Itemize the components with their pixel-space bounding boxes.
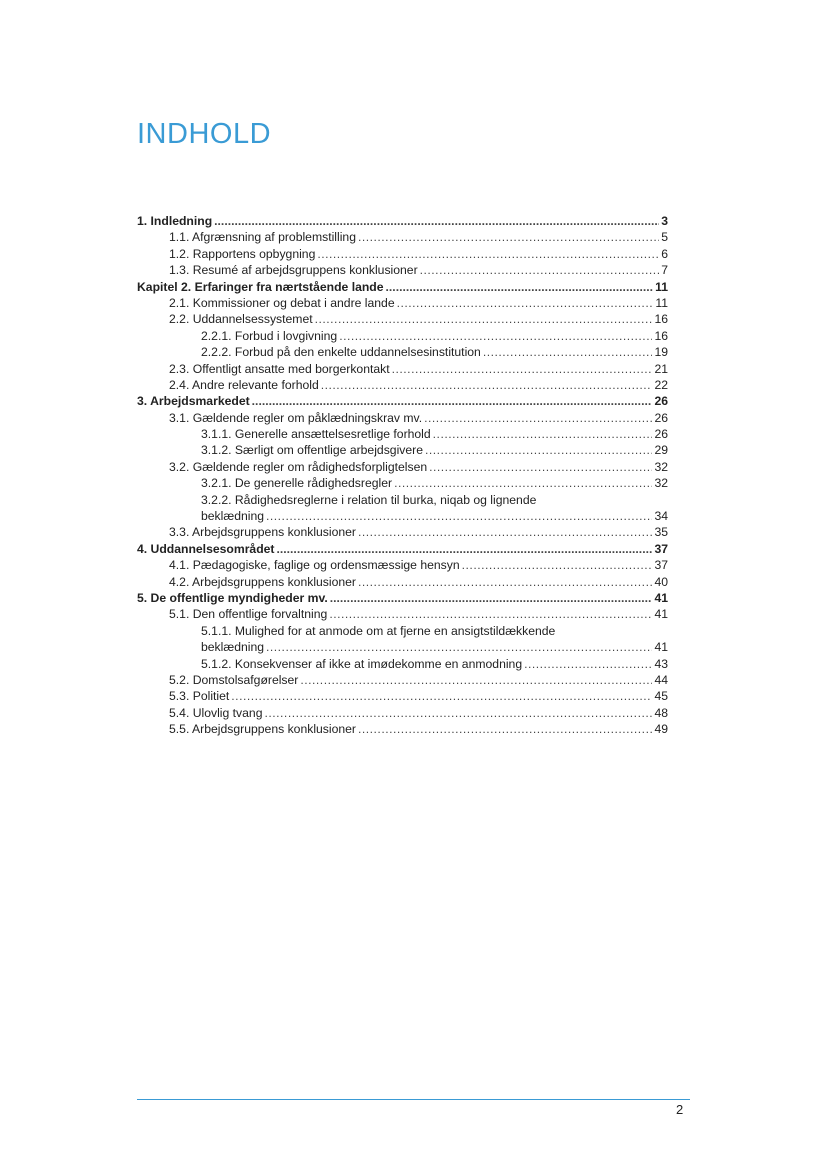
toc-entry-label: 4. Uddannelsesområdet [137, 541, 275, 556]
toc-entry-label: 3.2. Gældende regler om rådighedsforpligtelsen [169, 459, 428, 474]
toc-entry-label: 4.2. Arbejdsgruppens konklusioner [169, 574, 356, 589]
toc-entry-page-number: 16 [654, 328, 668, 343]
toc-leader-dots [330, 590, 653, 606]
toc-entry-page-number: 41 [654, 590, 668, 605]
toc-entry[interactable] [137, 656, 668, 672]
toc-entry-page-number: 22 [654, 377, 668, 392]
toc-leader-dots [358, 574, 652, 590]
toc-entry[interactable] [137, 279, 668, 295]
toc-entry[interactable] [137, 574, 668, 590]
toc-leader-dots [321, 377, 653, 393]
toc-entry-page-number: 7 [661, 263, 668, 278]
toc-leader-dots [433, 426, 653, 442]
toc-entry-label: 3.3. Arbejdsgruppens konklusioner [169, 525, 356, 540]
toc-entry-page-number: 19 [654, 345, 668, 360]
toc-leader-dots [214, 213, 659, 229]
footer-divider [137, 1099, 690, 1100]
toc-entry-label: 2.2.2. Forbud på den enkelte uddannelsesinstitution [201, 345, 481, 360]
toc-entry-page-number: 41 [654, 607, 668, 622]
toc-entry-page-number: 26 [654, 394, 668, 409]
toc-entry-page-number: 26 [654, 427, 668, 442]
toc-entry[interactable] [137, 377, 668, 393]
toc-entry-page-number: 41 [654, 640, 668, 655]
toc-leader-dots [392, 361, 653, 377]
toc-leader-dots [265, 705, 653, 721]
toc-entry[interactable] [137, 639, 668, 655]
table-of-contents [137, 213, 668, 738]
toc-entry-label: 1.3. Resumé af arbejdsgruppens konklusioner [169, 263, 418, 278]
toc-entry-label: 3.2.1. De generelle rådighedsregler [201, 476, 393, 491]
toc-entry-page-number: 45 [654, 689, 668, 704]
toc-entry-label: 1.1. Afgrænsning af problemstilling [169, 230, 356, 245]
toc-entry[interactable] [137, 328, 668, 344]
toc-leader-dots [425, 442, 652, 458]
toc-entry[interactable] [137, 393, 668, 409]
toc-entry[interactable] [137, 459, 668, 475]
toc-entry-label: 5.3. Politiet [169, 689, 230, 704]
toc-entry[interactable] [137, 295, 668, 311]
toc-leader-dots [420, 262, 660, 278]
toc-entry-label: 3. Arbejdsmarkedet [137, 394, 250, 409]
toc-leader-dots [231, 688, 652, 704]
toc-entry-label: 1. Indledning [137, 214, 213, 228]
toc-entry[interactable] [137, 410, 668, 426]
toc-leader-dots [329, 606, 652, 622]
toc-leader-dots [317, 246, 659, 262]
toc-leader-dots [252, 393, 653, 409]
toc-entry-page-number: 3 [661, 214, 668, 228]
toc-entry-label: 3.1. Gældende regler om påklædningskrav mv. [169, 410, 423, 425]
toc-entry-label: 4.1. Pædagogiske, faglige og ordensmæssige hensyn [169, 558, 460, 573]
toc-entry-first-line: 3.2.2. Rådighedsreglerne i relation til burka, niqab og lignende [201, 492, 537, 507]
toc-entry-page-number: 48 [654, 705, 668, 720]
toc-entry-label: 5. De offentlige myndigheder mv. [137, 590, 328, 605]
toc-entry-page-number: 37 [654, 541, 668, 556]
toc-entry-label: 2.2.1. Forbud i lovgivning [201, 328, 338, 343]
toc-entry-page-number: 26 [654, 410, 668, 425]
toc-entry[interactable] [137, 426, 668, 442]
toc-entry-label: 2.2. Uddannelsessystemet [169, 312, 313, 327]
toc-entry-label: 2.3. Offentligt ansatte med borgerkontakt [169, 361, 390, 376]
toc-entry[interactable] [137, 311, 668, 327]
toc-entry[interactable] [137, 361, 668, 377]
toc-entry[interactable] [137, 590, 668, 606]
toc-entry-label: 5.5. Arbejdsgruppens konklusioner [169, 722, 356, 737]
toc-entry-label: 2.4. Andre relevante forhold [169, 377, 319, 392]
toc-entry-label: 5.1. Den offentlige forvaltning [169, 607, 328, 622]
toc-entry[interactable] [137, 557, 668, 573]
toc-leader-dots [483, 344, 653, 360]
toc-entry-page-number: 44 [654, 672, 668, 687]
toc-entry-label: 3.1.2. Særligt om offentlige arbejdsgivere [201, 443, 423, 458]
toc-entry[interactable] [137, 246, 668, 262]
toc-entry-page-number: 32 [654, 459, 668, 474]
toc-leader-dots [462, 557, 653, 573]
toc-leader-dots [358, 524, 652, 540]
toc-entry-label: 5.1.2. Konsekvenser af ikke at imødekomme en anmodning [201, 656, 523, 671]
toc-entry-label: 1.2. Rapportens opbygning [169, 246, 316, 261]
toc-entry-label: 2.1. Kommissioner og debat i andre lande [169, 295, 395, 310]
toc-entry[interactable] [137, 442, 668, 458]
toc-entry-label: 5.4. Ulovlig tvang [169, 705, 263, 720]
toc-leader-dots [386, 279, 654, 295]
toc-leader-dots [358, 229, 659, 245]
toc-leader-dots [266, 639, 652, 655]
toc-entry[interactable] [137, 508, 668, 524]
toc-leader-dots [339, 328, 652, 344]
toc-entry[interactable] [137, 524, 668, 540]
toc-entry[interactable] [137, 229, 668, 245]
toc-entry[interactable] [137, 475, 668, 491]
page-number: 2 [676, 1102, 684, 1117]
toc-entry-page-number: 29 [654, 443, 668, 458]
toc-entry[interactable] [137, 705, 668, 721]
toc-entry-page-number: 37 [654, 558, 668, 573]
toc-entry[interactable] [137, 213, 668, 229]
toc-entry[interactable] [137, 672, 668, 688]
toc-leader-dots [358, 721, 652, 737]
toc-entry-label: Kapitel 2. Erfaringer fra nærtstående lande [137, 279, 384, 294]
toc-leader-dots [429, 459, 652, 475]
toc-leader-dots [300, 672, 652, 688]
toc-entry-page-number: 16 [654, 312, 668, 327]
toc-entry[interactable] [137, 344, 668, 360]
toc-entry-page-number: 49 [654, 722, 668, 737]
toc-entry[interactable] [137, 688, 668, 704]
toc-entry-page-number: 43 [654, 656, 668, 671]
toc-leader-dots [394, 475, 652, 491]
toc-entry-page-number: 6 [661, 246, 668, 261]
toc-leader-dots [315, 311, 653, 327]
toc-entry-label: 5.2. Domstolsafgørelser [169, 672, 299, 687]
toc-entry-page-number: 11 [655, 295, 668, 310]
toc-entry-page-number: 40 [654, 574, 668, 589]
toc-entry-page-number: 35 [654, 525, 668, 540]
toc-entry-page-number: 34 [654, 509, 668, 524]
toc-entry-page-number: 5 [661, 230, 668, 245]
toc-leader-dots [524, 656, 652, 672]
toc-entry-label: 3.1.1. Generelle ansættelsesretlige forhold [201, 427, 431, 442]
toc-entry-first-line: 5.1.1. Mulighed for at anmode om at fjerne en ansigtstildækkende [201, 623, 556, 638]
toc-entry-page-number: 32 [654, 476, 668, 491]
toc-entry[interactable] [137, 541, 668, 557]
toc-entry-label: beklædning [201, 640, 265, 655]
toc-leader-dots [424, 410, 652, 426]
toc-leader-dots [277, 541, 653, 557]
toc-leader-dots [397, 295, 654, 311]
toc-entry-label: beklædning [201, 509, 265, 524]
toc-entry-page-number: 11 [655, 279, 668, 294]
toc-entry[interactable] [137, 262, 668, 278]
toc-entry-page-number: 21 [654, 361, 668, 376]
page-title: INDHOLD [137, 118, 272, 150]
toc-entry[interactable] [137, 721, 668, 737]
toc-leader-dots [266, 508, 652, 524]
toc-entry[interactable] [137, 606, 668, 622]
